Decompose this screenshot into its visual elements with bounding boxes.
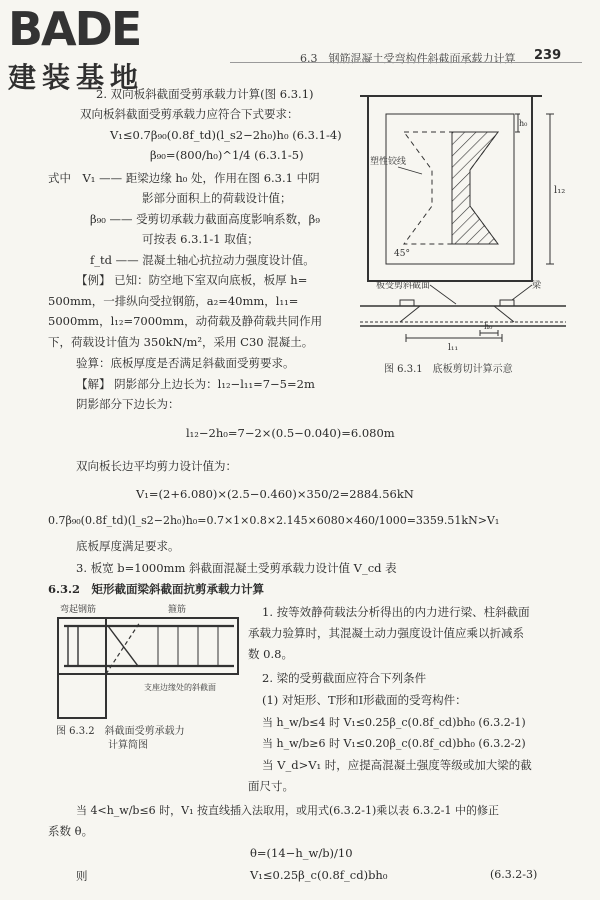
text-line: 双向板斜截面受剪承载力应符合下式要求： <box>80 107 299 121</box>
text-line: 下，荷载设计值为 350kN/m²，采用 C30 混凝土。 <box>48 335 314 349</box>
label-bent-bar: 弯起钢筋 <box>60 605 97 615</box>
shaded-area <box>452 132 498 244</box>
figure-caption-2: 计算简图 <box>108 740 148 750</box>
text-line: f_td —— 混凝土轴心抗拉动力强度设计值。 <box>90 253 315 267</box>
text-line: 系数 θ。 <box>48 824 94 838</box>
text-line: 式中 V₁ —— 距梁边缘 h₀ 处，作用在图 6.3.1 中阴 <box>48 171 320 185</box>
text-line: 承载力验算时，其混凝土动力强度设计值应乘以折减系 <box>248 626 524 640</box>
text-line: 底板厚度满足要求。 <box>76 539 180 553</box>
subsection-heading: 2. 双向板斜截面受剪承载力计算(图 6.3.1) <box>96 87 314 101</box>
equation-line: 0.7β₉₀(0.8f_td)(l_s2−2h₀)h₀=0.7×1×0.8×2.145×6080×460/1000=3359.51kN>V₁ <box>48 514 500 527</box>
label-stirrup: 箍筋 <box>168 605 187 615</box>
equation-6-3-1-4: V₁≤0.7β₉₀(0.8f_td)(l_s2−2h₀)h₀ (6.3.1-4) <box>110 128 342 142</box>
text-line: 2. 梁的受剪截面应符合下列条件 <box>262 671 427 685</box>
page-number: 239 <box>534 48 562 63</box>
text-line: 3. 板宽 b=1000mm 斜截面混凝土受剪承载力设计值 V_cd 表 <box>76 561 397 575</box>
text-line: 数 0.8。 <box>248 647 293 661</box>
figure-6-3-1 <box>360 78 570 378</box>
figure-6-3-2 <box>48 598 246 750</box>
text-line: 验算：底板厚度是否满足斜截面受剪要求。 <box>76 356 295 370</box>
text-line: 当 4<h_w/b≤6 时，V₁ 按直线插入法取用，或用式(6.3.2-1)乘以表 6.3.2-1 中的修正 <box>76 804 500 817</box>
figure-caption: 图 6.3.1 底板剪切计算示意 <box>384 364 513 375</box>
equation-theta: θ=(14−h_w/b)/10 <box>250 846 353 860</box>
label-ly: l₁₂ <box>554 185 566 196</box>
label-beam: 梁 <box>532 281 542 291</box>
label-crack: 塑性铰线 <box>370 157 407 167</box>
label-angle: 45° <box>394 249 410 259</box>
equation-line: V₁=(2+6.080)×(2.5−0.460)×350/2=2884.56kN <box>136 487 414 501</box>
equation-6-3-2-1: 当 h_w/b≤4 时 V₁≤0.25β_c(0.8f_cd)bh₀ (6.3.2-1) <box>262 716 526 729</box>
equation-number: (6.3.2-3) <box>490 868 538 881</box>
label-h0-section: h₀ <box>484 322 493 331</box>
text-line: 双向板长边平均剪力设计值为： <box>76 459 237 473</box>
outer-beam-outline <box>368 96 532 281</box>
header-rule <box>230 62 582 63</box>
equation-line: l₁₂−2h₀=7−2×(0.5−0.040)=6.080m <box>186 426 395 440</box>
text-line: 则 <box>76 869 88 883</box>
logo-latin: BADE <box>8 2 141 56</box>
text-line: 可按表 6.3.1-1 取值； <box>142 232 259 246</box>
text-line: 当 V_d>V₁ 时，应提高混凝土强度等级或加大梁的截 <box>262 758 532 772</box>
figure-caption-1: 图 6.3.2 斜截面受剪承载力 <box>56 726 185 737</box>
equation-6-3-1-5: β₉₀=(800/h₀)^1/4 (6.3.1-5) <box>150 148 304 162</box>
section-view <box>360 300 566 342</box>
equation-6-3-2-3: V₁≤0.25β_c(0.8f_cd)bh₀ <box>250 868 388 882</box>
text-line: 影部分面积上的荷载设计值； <box>142 191 292 205</box>
text-line: β₉₀ —— 受剪切承载力截面高度影响系数，β₉ <box>90 212 320 226</box>
text-line: (1) 对矩形、T形和I形截面的受弯构件： <box>262 693 467 707</box>
section-heading-6-3-2: 6.3.2 矩形截面梁斜截面抗剪承载力计算 <box>48 582 265 596</box>
text-line: 面尺寸。 <box>248 779 294 793</box>
label-h0: h₀ <box>519 119 528 128</box>
running-title: 6.3 钢筋混凝土受弯构件斜截面承载力计算 <box>300 52 516 65</box>
example-heading: 【例】 已知：防空地下室双向底板，板厚 h= <box>76 273 308 287</box>
text-line: 500mm，一排纵向受拉钢筋，a₂=40mm，l₁₁= <box>48 294 299 308</box>
label-lx: l₁₁ <box>448 343 459 353</box>
logo-chinese: 建装基地 <box>8 61 145 94</box>
support-column <box>58 618 106 718</box>
equation-6-3-2-2: 当 h_w/b≥6 时 V₁≤0.20β_c(0.8f_cd)bh₀ (6.3.2-2) <box>262 737 526 750</box>
label-support-section: 支座边缘处的斜截面 <box>144 683 216 692</box>
bent-up-bar <box>108 626 234 666</box>
label-section: 板受剪斜截面 <box>376 281 431 291</box>
text-line: 5000mm，l₁₂=7000mm，动荷载及静荷载共同作用 <box>48 314 323 328</box>
text-line: 阴影部分下边长为： <box>76 397 180 411</box>
solution-heading: 【解】 阴影部分上边长为：l₁₂−l₁₁=7−5=2m <box>76 377 315 391</box>
text-line: 1. 按等效静荷载法分析得出的内力进行梁、柱斜截面 <box>262 605 530 619</box>
